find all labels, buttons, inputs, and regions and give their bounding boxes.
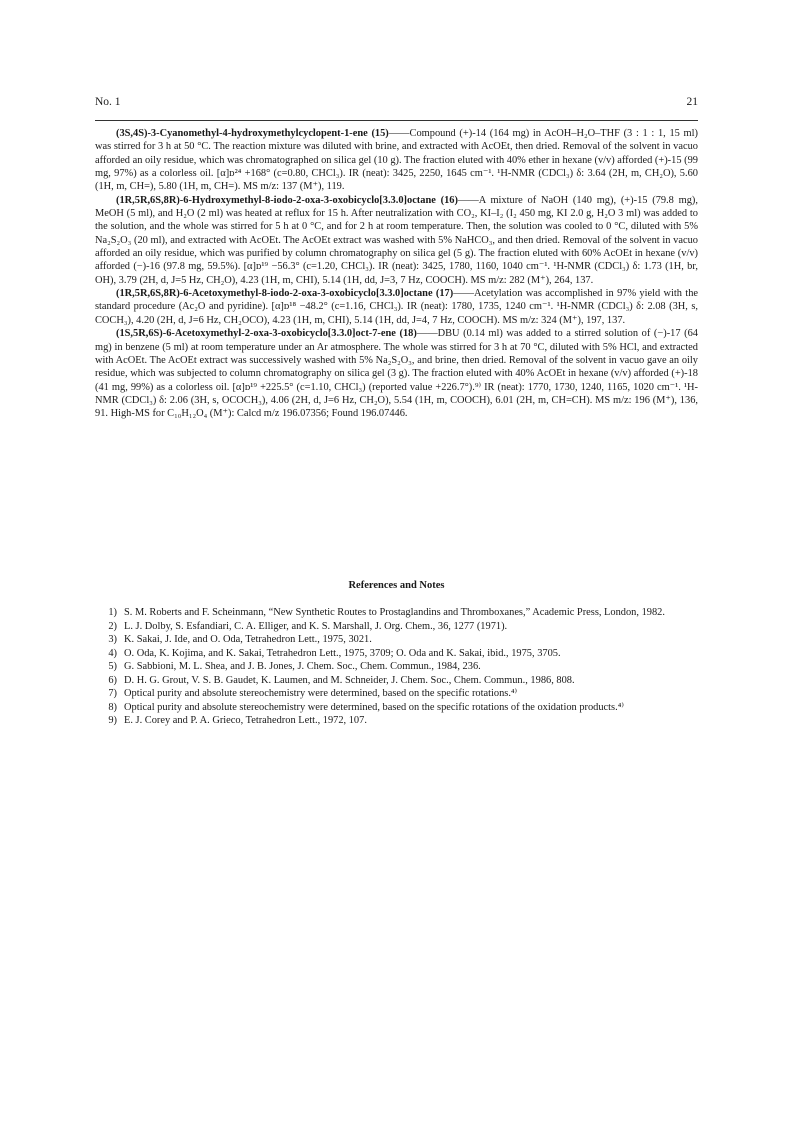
reference-text: Optical purity and absolute stereochemistry were determined, based on the specific rotations of the oxidation products.⁴⁾ [124,701,624,713]
compound-16-title: (1R,5R,6S,8R)-6-Hydroxymethyl-8-iodo-2-oxa-3-oxobicyclo[3.3.0]octane (16) [116,194,458,206]
page-number: 21 [686,96,698,108]
compound-17-text: ——Acetylation was accomplished in 97% yield with the standard procedure (Ac₂O and pyridine). [α]ᴅ¹⁸ −48.2° (c=1.16, CHCl₃). IR (neat): 1780, 1735, 1240 cm⁻¹. ¹H-NMR (CDCl₃) δ: 2.08 (3H, s, COCH₃), 4.20 (2H, d, J=6 Hz, CH₂OCO), 4.23 (1H, m, CHI), 5.14 (1H, dd, J=4, 7 Hz, COOCH). MS m/z: 324 (M⁺), 197, 137. [95,288,699,326]
compound-16-text: ——A mixture of NaOH (140 mg), (+)-15 (79.8 mg), MeOH (5 ml), and H₂O (2 ml) was heated at reflux for 15 h. After neutralization with CO₂, KI–I₂ (I₂ 450 mg, KI 2.0 g, H₂O 3 ml) was added to the solution, and the whole was stirred for 5 h at 0 °C, and for 2 h at room temperature. Then, the solution was cooled to 0 °C, diluted with 5% Na₂S₂O₃ (20 ml), and extracted with AcOEt. The AcOEt extract was washed with 5% NaHCO₃, and then dried. Removal of the solvent in vacuo afforded an oily residue, which was purified by column chromatography on silica gel (5 g). The fraction eluted with 60% AcOEt in hexane (v/v) afforded (−)-16 (97.8 mg, 59.5%). [α]ᴅ¹⁹ −56.3° (c=1.20, CHCl₃). IR (neat): 3425, 1780, 1160, 1040 cm⁻¹. ¹H-NMR (CDCl₃) δ: 1.73 (1H, br, OH), 3.79 (2H, d, J=5 Hz, CH₂O), 4.23 (1H, m, CHI), 5.14 (1H, dd, J=3, 7 Hz, COOCH). MS m/z: 282 (M⁺), 264, 137. [95,194,698,286]
reference-item [95,660,698,674]
reference-item [95,701,698,715]
reference-item [95,687,698,701]
reference-number: 9) [108,715,117,726]
compound-18-title: (1S,5R,6S)-6-Acetoxymethyl-2-oxa-3-oxobicyclo[3.3.0]oct-7-ene (18) [116,328,417,340]
reference-number: 6) [108,674,117,686]
reference-number: 8) [108,701,117,713]
header-rule [95,120,698,121]
page-header [95,96,698,108]
reference-number: 4) [108,647,117,659]
reference-text: Optical purity and absolute stereochemistry were determined, based on the specific rotations.⁴⁾ [124,688,518,699]
compound-17-title: (1R,5R,6S,8R)-6-Acetoxymethyl-8-iodo-2-oxa-3-oxobicyclo[3.3.0]octane (17) [116,288,454,300]
reference-text: K. Sakai, J. Ide, and O. Oda, Tetrahedron Lett., 1975, 3021. [124,634,372,645]
compound-15-title: (3S,4S)-3-Cyanomethyl-4-hydroxymethylcyclopent-1-ene (15) [116,128,389,139]
reference-number: 3) [108,634,117,645]
reference-item [95,633,698,647]
reference-number: 1) [108,607,117,618]
experimental-section [95,127,698,421]
reference-number: 7) [108,688,117,699]
reference-item [95,714,698,728]
reference-item [95,620,698,634]
references-heading: References and Notes [348,580,445,591]
compound-15-paragraph [95,127,698,194]
reference-text: L. J. Dolby, S. Esfandiari, C. A. Elliger, and K. S. Marshall, J. Org. Chem., 36, 1277 (1971). [124,620,508,632]
references-list [95,606,698,728]
reference-item [95,647,698,661]
reference-item [95,606,698,620]
reference-number: 2) [108,620,117,632]
compound-18-paragraph [95,327,698,420]
reference-text: G. Sabbioni, M. L. Shea, and J. B. Jones, J. Chem. Soc., Chem. Commun., 1984, 236. [124,661,481,672]
compound-17-paragraph [95,287,698,327]
journal-issue-number: No. 1 [95,96,121,108]
reference-text: S. M. Roberts and F. Scheinmann, “New Synthetic Routes to Prostaglandins and Thromboxanes,” Academic Press, London, 1982. [124,607,665,618]
compound-15-text: ——Compound (+)-14 (164 mg) in AcOH–H₂O–THF (3 : 1 : 1, 15 ml) was stirred for 3 h at 50 °C. The reaction mixture was diluted with brine, and extracted with AcOEt, then dried. Removal of the solvent in vacuo afforded an oily residue, which was chromatographed on silica gel (10 g). The fraction eluted with 40% ether in hexane (v/v) afforded (+)-15 (99 mg, 97%) as a colorless oil. [α]ᴅ²⁴ +168° (c=0.80, CHCl₃). IR (neat): 3425, 2250, 1645 cm⁻¹. ¹H-NMR (CDCl₃) δ: 3.64 (2H, m, CH₂O), 5.60 (1H, m, CH=), 5.80 (1H, m, CH=). MS m/z: 137 (M⁺), 119. [95,128,698,193]
compound-16-paragraph [95,194,698,287]
reference-text: D. H. G. Grout, V. S. B. Gaudet, K. Laumen, and M. Schneider, J. Chem. Soc., Chem. Commun., 1986, 808. [124,674,575,686]
compound-18-text: ——DBU (0.14 ml) was added to a stirred solution of (−)-17 (64 mg) in benzene (5 ml) at room temperature under an Ar atmosphere. The whole was stirred for 3 h at 70 °C, diluted with 5% HCl, and extracted with AcOEt. The AcOEt extract was successively washed with 5% Na₂S₂O₃, and brine, then dried. Removal of the solvent in vacuo gave an oily residue, which was subjected to column chromatography on silica gel (3 g). The fraction eluted with 40% AcOEt in hexane (v/v) afforded (+)-18 (41 mg, 99%) as a colorless oil. [α]ᴅ¹⁹ +225.5° (c=1.10, CHCl₃) (reported value +226.7°).⁹⁾ IR (neat): 1770, 1730, 1240, 1165, 1020 cm⁻¹. ¹H-NMR (CDCl₃) δ: 2.06 (3H, s, OCOCH₃), 4.06 (2H, d, J=6 Hz, CH₂O), 5.54 (1H, m, COOCH), 6.01 (2H, m, CH=CH). MS m/z: 196 (M⁺), 136, 91. High-MS for C₁₀H₁₂O₄ (M⁺): Calcd m/z 196.07356; Found 196.07446. [95,328,698,420]
reference-text: E. J. Corey and P. A. Grieco, Tetrahedron Lett., 1972, 107. [124,715,367,726]
reference-number: 5) [108,661,117,672]
reference-item [95,674,698,688]
reference-text: O. Oda, K. Kojima, and K. Sakai, Tetrahedron Lett., 1975, 3709; O. Oda and K. Sakai, ibid., 1975, 3705. [124,647,561,659]
